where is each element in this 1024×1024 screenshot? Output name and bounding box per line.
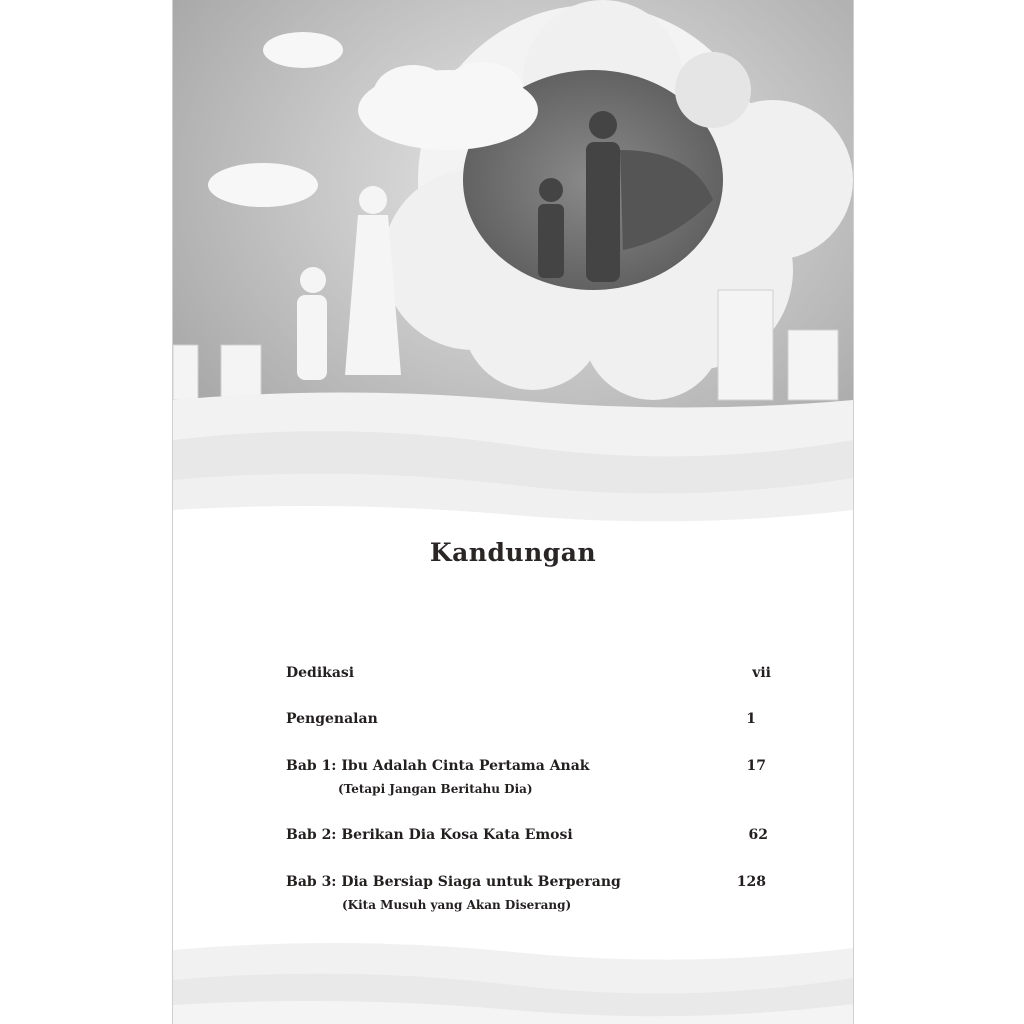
toc-page: 62 [748, 827, 768, 843]
toc-page: 1 [746, 711, 756, 727]
toc-entry[interactable] [286, 874, 766, 912]
toc-page: 128 [736, 874, 766, 890]
toc-entry[interactable] [286, 665, 771, 685]
toc-entry[interactable] [286, 827, 766, 847]
toc-entry[interactable] [286, 711, 766, 731]
toc-label: Bab 3: Dia Bersiap Siaga untuk Berperang [286, 874, 621, 890]
toc-subtitle: (Kita Musuh yang Akan Diserang) [342, 898, 572, 912]
page-title: Kandungan [429, 538, 597, 567]
sun-icon [675, 52, 751, 128]
waves [173, 393, 853, 526]
cover-illustration [173, 0, 853, 525]
toc-page: vii [752, 665, 771, 681]
toc-subtitle: (Tetapi Jangan Beritahu Dia) [338, 782, 533, 796]
bottom-waves [173, 930, 853, 1024]
toc-page: 17 [746, 758, 766, 774]
toc-label: Dedikasi [286, 665, 355, 681]
book-page [172, 0, 854, 1024]
toc-label: Bab 2: Berikan Dia Kosa Kata Emosi [286, 827, 573, 843]
toc-entry[interactable] [286, 758, 766, 796]
toc-label: Bab 1: Ibu Adalah Cinta Pertama Anak [286, 758, 590, 774]
toc-label: Pengenalan [286, 711, 378, 727]
